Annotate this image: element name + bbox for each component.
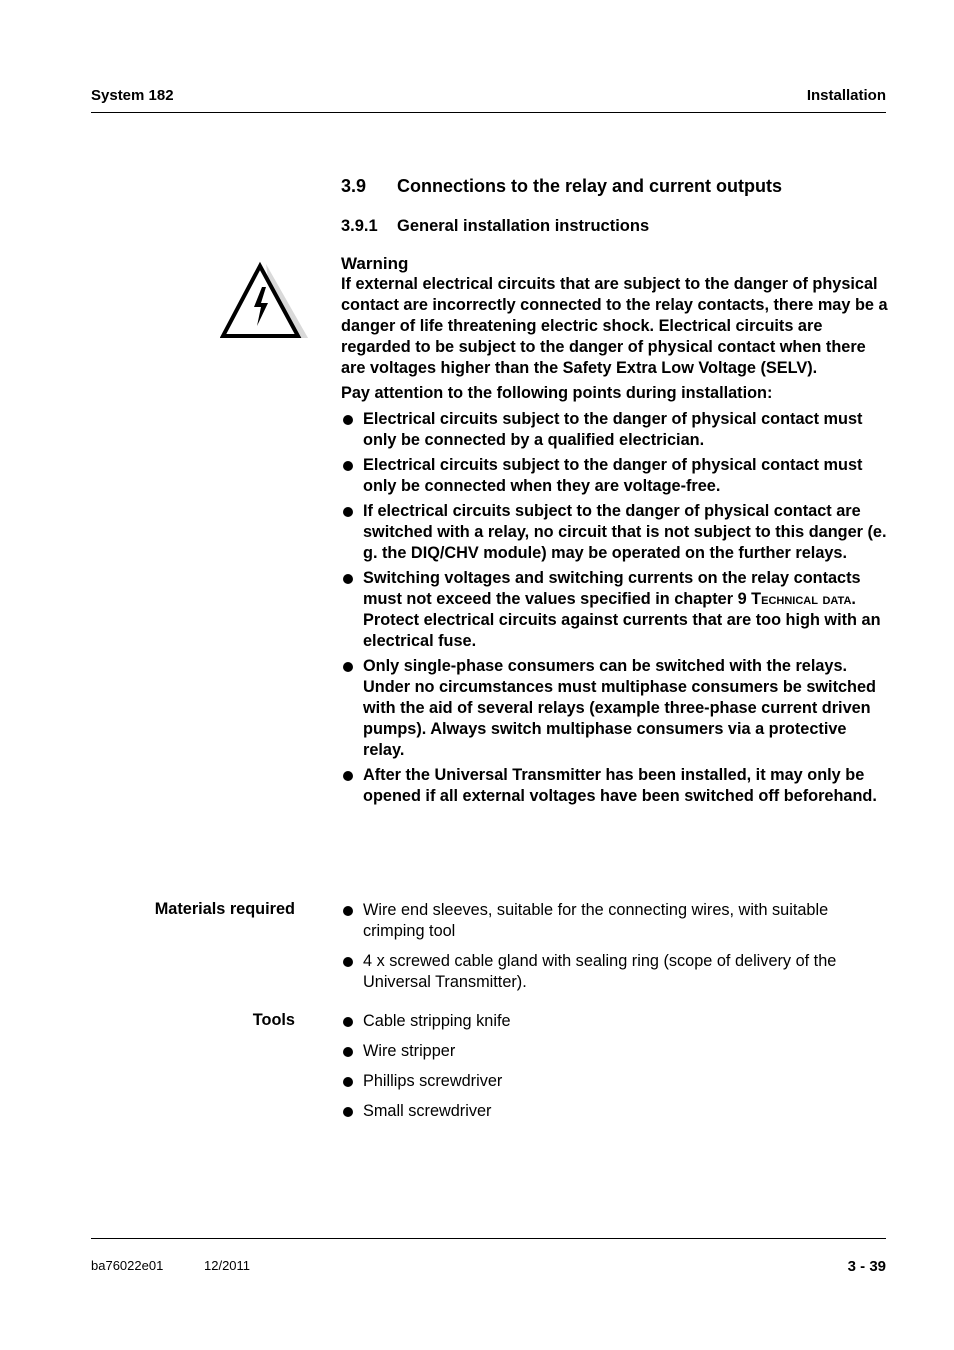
list-item: Electrical circuits subject to the danger of physical contact must only be connected by a qualified electrician. — [341, 409, 889, 451]
bullet-icon — [343, 415, 353, 425]
bullet-icon — [343, 957, 353, 967]
bullet-icon — [343, 1077, 353, 1087]
bullet-icon — [343, 662, 353, 672]
tools-list-block — [341, 1011, 889, 1122]
warning-points — [341, 409, 889, 807]
electric-shock-warning-icon — [220, 260, 310, 340]
subsection-title: General installation instructions — [397, 217, 650, 235]
bullet-icon — [343, 574, 353, 584]
bullet-icon — [343, 507, 353, 517]
tools-list — [341, 1011, 889, 1122]
warning-block — [341, 254, 889, 807]
list-item: Only single-phase consumers can be switched with the relays. Under no circumstances must multiphase consumers be switched with the aid of several relays (example three-phase current driven pumps). Always switch multiphase consumers via a protective relay. — [341, 656, 889, 761]
materials-list-block — [341, 900, 889, 993]
list-item: If electrical circuits subject to the danger of physical contact are switched with a relay, no circuit that is not subject to this danger (e. g. the DIQ/CHV module) may be operated on the further relays. — [341, 501, 889, 564]
bullet-icon — [343, 906, 353, 916]
tools-label: Tools — [252, 1011, 295, 1029]
list-item: After the Universal Transmitter has been installed, it may only be opened if all external voltages have been switched off beforehand. — [341, 765, 889, 807]
warning-title: Warning — [341, 254, 409, 273]
header-title: System 182 — [91, 87, 174, 104]
subsection-heading — [341, 217, 649, 236]
section-title: Connections to the relay and current outputs — [397, 176, 783, 196]
materials-list — [341, 900, 889, 993]
list-item: Small screwdriver — [341, 1101, 889, 1122]
header-rule — [91, 112, 886, 113]
bullet-icon — [343, 1017, 353, 1027]
bullet-icon — [343, 1047, 353, 1057]
bullet-icon — [343, 1107, 353, 1117]
bullet-icon — [343, 771, 353, 781]
warning-intro: Pay attention to the following points during installation: — [341, 384, 773, 402]
chapter-reference: Technical data — [751, 590, 852, 608]
list-item: 4 x screwed cable gland with sealing ring (scope of delivery of the Universal Transmitter). — [341, 951, 889, 993]
materials-label: Materials required — [154, 900, 295, 918]
list-item: Cable stripping knife — [341, 1011, 889, 1032]
header-chapter: Installation — [806, 87, 886, 104]
list-item: Phillips screwdriver — [341, 1071, 889, 1092]
list-item: Wire stripper — [341, 1041, 889, 1062]
footer-date: 12/2011 — [204, 1258, 251, 1273]
section-heading — [341, 176, 782, 197]
bullet-icon — [343, 461, 353, 471]
footer-doc-id: ba76022e01 — [91, 1258, 164, 1273]
list-item: Electrical circuits subject to the danger of physical contact must only be connected when they are voltage-free. — [341, 455, 889, 497]
subsection-number: 3.9.1 — [341, 217, 378, 235]
section-number: 3.9 — [341, 176, 367, 196]
footer-rule — [91, 1238, 886, 1239]
page-number: 3 - 39 — [847, 1258, 886, 1275]
list-item: Wire end sleeves, suitable for the connecting wires, with suitable crimping tool — [341, 900, 889, 942]
list-item: Switching voltages and switching currents on the relay contacts must not exceed the values specified in chapter 9 Technical data. Protect electrical circuits against currents that are too high with an electrical fuse. — [341, 568, 889, 652]
warning-text: If external electrical circuits that are subject to the danger of physical contact are incorrectly connected to the relay contacts, there may be a danger of life threatening electric shock. Electrical circuits are regarded to be subject to the danger of physical contact when there are voltages higher than the Safety Extra Low Voltage (SELV). — [341, 275, 888, 377]
